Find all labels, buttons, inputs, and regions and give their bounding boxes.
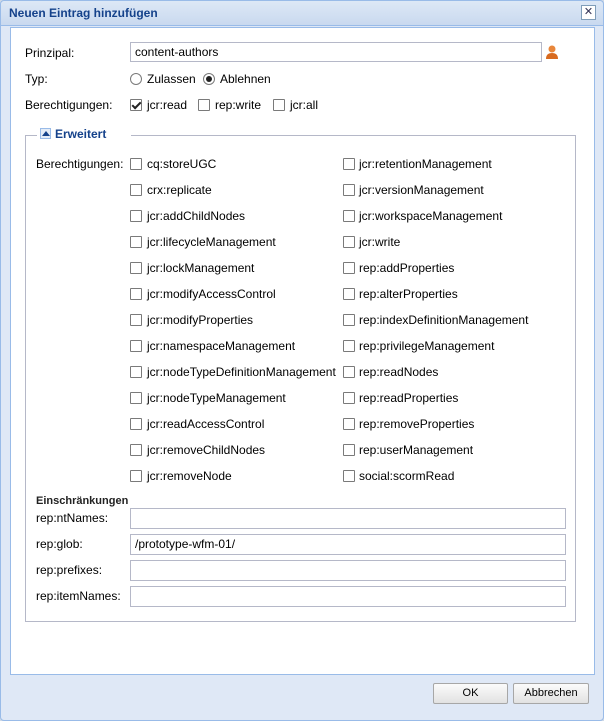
- advanced-right-checkbox-label: social:scormRead: [359, 469, 455, 483]
- checkbox-rep-write[interactable]: [198, 99, 210, 111]
- restrictions-title: Einschränkungen: [36, 495, 129, 507]
- advanced-left-checkbox[interactable]: [130, 262, 142, 274]
- advanced-right-checkbox[interactable]: [343, 262, 355, 274]
- advanced-right-checkbox[interactable]: [343, 236, 355, 248]
- advanced-right-checkbox[interactable]: [343, 366, 355, 378]
- advanced-left-checkbox-label: jcr:addChildNodes: [147, 209, 246, 223]
- advanced-right-checkbox-label: jcr:retentionManagement: [359, 157, 492, 171]
- advanced-left-checkbox[interactable]: [130, 392, 142, 404]
- advanced-right-checkbox[interactable]: [343, 340, 355, 352]
- advanced-left-checkbox[interactable]: [130, 314, 142, 326]
- cancel-button[interactable]: Abbrechen: [513, 683, 589, 704]
- radio-allow[interactable]: [130, 73, 142, 85]
- checkbox-jcr-all[interactable]: [273, 99, 285, 111]
- advanced-left-checkbox-label: jcr:lockManagement: [147, 261, 255, 275]
- advanced-right-checkbox[interactable]: [343, 470, 355, 482]
- advanced-left-checkbox[interactable]: [130, 470, 142, 482]
- advanced-right-checkbox[interactable]: [343, 314, 355, 326]
- advanced-right-checkbox-label: rep:readNodes: [359, 365, 439, 379]
- principal-input[interactable]: content-authors: [130, 42, 542, 62]
- advanced-left-checkbox[interactable]: [130, 288, 142, 300]
- restriction-input[interactable]: [130, 508, 566, 529]
- user-icon[interactable]: [545, 44, 559, 60]
- advanced-right-checkbox-label: rep:indexDefinitionManagement: [359, 313, 529, 327]
- advanced-left-checkbox[interactable]: [130, 340, 142, 352]
- principal-label: Prinzipal:: [25, 46, 75, 60]
- advanced-right-checkbox-label: rep:privilegeManagement: [359, 339, 495, 353]
- advanced-left-checkbox[interactable]: [130, 184, 142, 196]
- advanced-left-checkbox[interactable]: [130, 418, 142, 430]
- advanced-left-checkbox-label: jcr:lifecycleManagement: [147, 235, 276, 249]
- ok-button[interactable]: OK: [433, 683, 508, 704]
- advanced-left-checkbox-label: jcr:nodeTypeManagement: [147, 391, 286, 405]
- restriction-input[interactable]: /prototype-wfm-01/: [130, 534, 566, 555]
- dialog-titlebar: [1, 1, 603, 26]
- advanced-right-checkbox[interactable]: [343, 392, 355, 404]
- advanced-permissions-label: Berechtigungen:: [36, 157, 124, 171]
- advanced-left-checkbox-label: crx:replicate: [147, 183, 212, 197]
- advanced-right-checkbox-label: rep:removeProperties: [359, 417, 475, 431]
- checkbox-jcr-read[interactable]: [130, 99, 142, 111]
- collapse-toggle-icon[interactable]: [40, 128, 51, 139]
- advanced-left-checkbox-label: jcr:namespaceManagement: [147, 339, 296, 353]
- advanced-right-checkbox[interactable]: [343, 184, 355, 196]
- advanced-left-checkbox[interactable]: [130, 210, 142, 222]
- permissions-label: Berechtigungen:: [25, 98, 113, 112]
- dialog-title: Neuen Eintrag hinzufügen: [9, 6, 158, 20]
- restriction-label: rep:glob:: [36, 537, 83, 551]
- advanced-left-checkbox-label: jcr:modifyAccessControl: [147, 287, 276, 301]
- advanced-right-checkbox-label: jcr:write: [359, 235, 401, 249]
- advanced-left-checkbox-label: jcr:modifyProperties: [147, 313, 254, 327]
- radio-deny-label: Ablehnen: [220, 72, 271, 86]
- advanced-right-checkbox[interactable]: [343, 444, 355, 456]
- advanced-right-checkbox-label: rep:userManagement: [359, 443, 474, 457]
- advanced-left-checkbox-label: jcr:readAccessControl: [147, 417, 265, 431]
- advanced-right-checkbox-label: rep:alterProperties: [359, 287, 458, 301]
- advanced-legend[interactable]: [37, 127, 131, 143]
- advanced-right-checkbox[interactable]: [343, 210, 355, 222]
- restriction-label: rep:ntNames:: [36, 511, 109, 525]
- restriction-label: rep:itemNames:: [36, 589, 121, 603]
- advanced-left-checkbox[interactable]: [130, 366, 142, 378]
- restriction-label: rep:prefixes:: [36, 563, 103, 577]
- advanced-right-checkbox[interactable]: [343, 418, 355, 430]
- advanced-left-checkbox-label: jcr:removeNode: [147, 469, 232, 483]
- advanced-left-checkbox-label: jcr:removeChildNodes: [147, 443, 266, 457]
- advanced-right-checkbox-label: rep:addProperties: [359, 261, 455, 275]
- type-label: Typ:: [25, 72, 48, 86]
- radio-allow-label: Zulassen: [147, 72, 196, 86]
- advanced-left-checkbox-label: cq:storeUGC: [147, 157, 217, 171]
- checkbox-rep-write-label: rep:write: [215, 98, 262, 112]
- advanced-left-checkbox[interactable]: [130, 236, 142, 248]
- advanced-right-checkbox-label: jcr:versionManagement: [359, 183, 484, 197]
- restriction-input[interactable]: [130, 560, 566, 581]
- advanced-legend-text: Erweitert: [55, 127, 107, 141]
- advanced-right-checkbox[interactable]: [343, 288, 355, 300]
- checkbox-jcr-all-label: jcr:all: [290, 98, 319, 112]
- advanced-left-checkbox[interactable]: [130, 444, 142, 456]
- advanced-left-checkbox[interactable]: [130, 158, 142, 170]
- advanced-right-checkbox[interactable]: [343, 158, 355, 170]
- restriction-input[interactable]: [130, 586, 566, 607]
- checkbox-jcr-read-label: jcr:read: [147, 98, 188, 112]
- advanced-right-checkbox-label: jcr:workspaceManagement: [359, 209, 503, 223]
- advanced-right-checkbox-label: rep:readProperties: [359, 391, 459, 405]
- advanced-left-checkbox-label: jcr:nodeTypeDefinitionManagement: [147, 365, 336, 379]
- close-button[interactable]: ✕: [581, 5, 596, 20]
- radio-deny[interactable]: [203, 73, 215, 85]
